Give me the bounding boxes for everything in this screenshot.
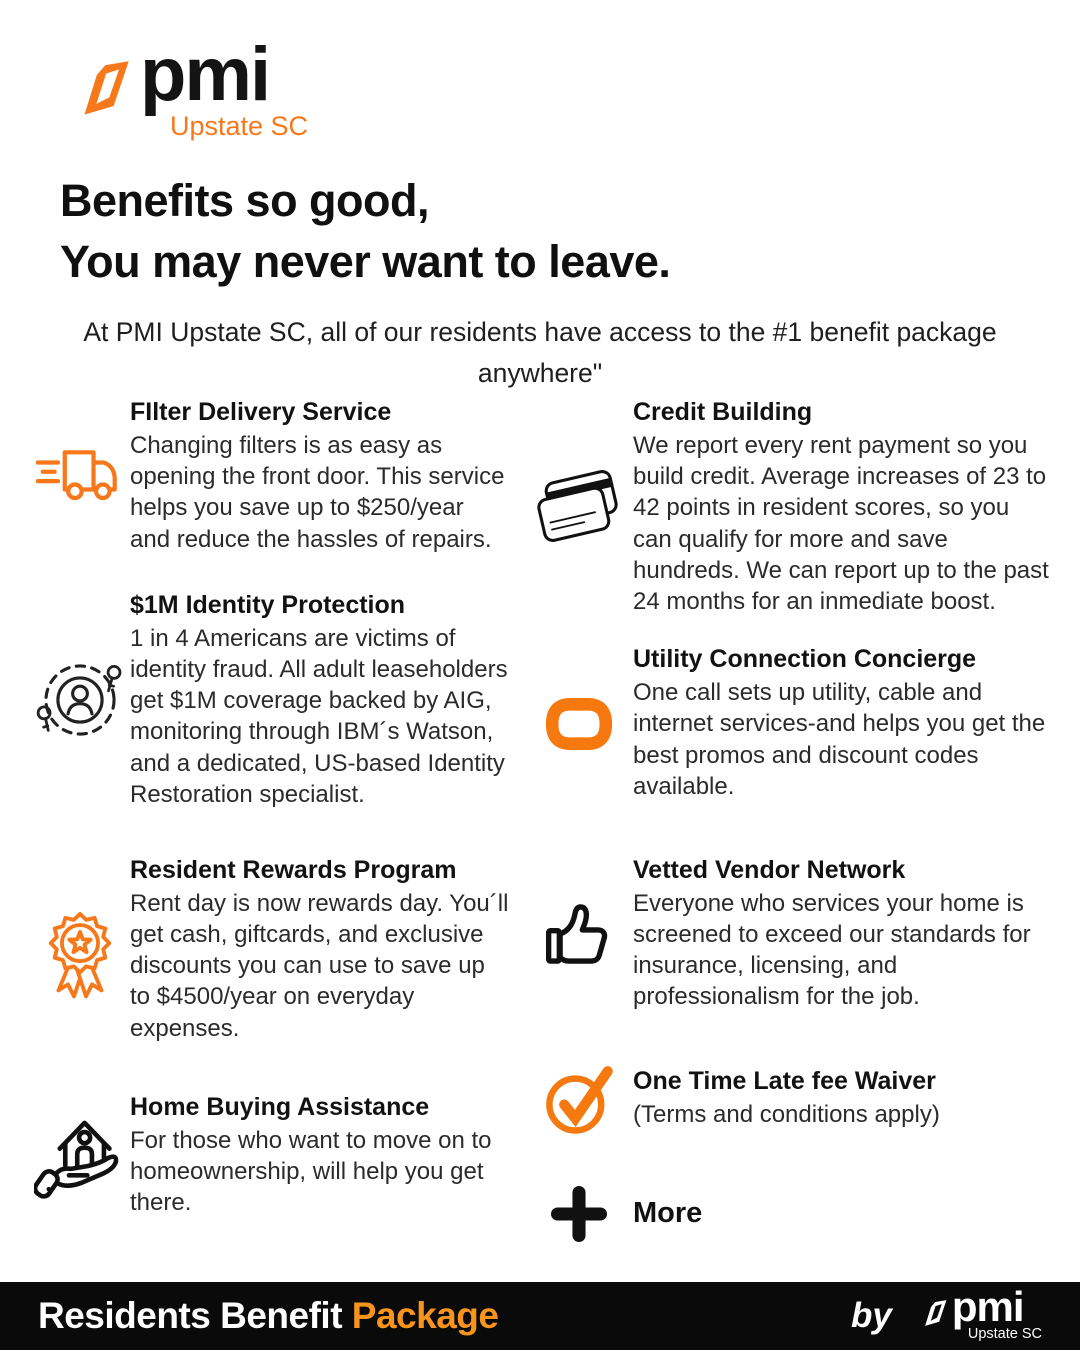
benefits-column-left [30, 398, 510, 1242]
footer-logo-name: pmi [951, 1282, 1024, 1330]
benefit-home-buying [30, 1093, 510, 1219]
identity-keys-icon [30, 654, 130, 746]
footer-byline [850, 1282, 1042, 1343]
footer-pmi-logo [922, 1282, 1042, 1343]
benefit-title: Utility Connection Concierge [633, 645, 977, 674]
benefit-resident-rewards [30, 856, 510, 1044]
benefit-title: $1M Identity Protection [130, 590, 406, 619]
benefit-title: FIlter Delivery Service [130, 398, 392, 426]
benefit-body: 1 in 4 Americans are victims of identity fraud. All adult leaseholders get $1M coverage backed by AIG, monitoring through IBM´s Watson, and a dedicated, US-based Identity Restoration specialist. [130, 624, 508, 808]
benefit-body: For those who want to move on to homeownership, will help you get there. [130, 1126, 492, 1217]
benefit-body: Changing filters is as easy as opening the front door. This service helps you save up to $250/year and reduce the hassles of repairs. [130, 432, 505, 553]
pmi-logo [78, 32, 309, 142]
logo-subtitle: Upstate SC [170, 110, 309, 141]
footer-title-white: Residents Benefit [38, 1295, 352, 1336]
benefits-grid [30, 398, 1050, 1242]
benefit-title: Credit Building [633, 398, 813, 426]
headline-line1: Benefits so good, [60, 175, 430, 226]
benefit-body: (Terms and conditions apply) [633, 1101, 940, 1129]
footer-bar [0, 1282, 1080, 1350]
benefit-body: One call sets up utility, cable and internet services-and helps you get the best promos and discount codes available. [633, 679, 1046, 800]
benefit-more [525, 1186, 1050, 1242]
pmi-logo-mark-icon [78, 46, 132, 138]
benefit-late-fee-waiver [525, 1062, 1050, 1136]
footer-title [38, 1295, 498, 1337]
credit-card-icon [525, 464, 633, 552]
benefit-title: More [633, 1197, 703, 1230]
headline [60, 170, 670, 292]
award-badge-icon [30, 898, 130, 1002]
subtitle: At PMI Upstate SC, all of our residents have access to the #1 benefit package anywhere" [83, 317, 997, 389]
benefit-title: Home Buying Assistance [130, 1092, 430, 1121]
benefit-credit-building [525, 398, 1050, 617]
home-in-hand-icon [30, 1110, 130, 1202]
benefit-body: Rent day is now rewards day. You´ll get cash, giftcards, and exclusive discounts you can use to save up to $4500/year on everyday expenses. [130, 889, 509, 1042]
benefit-vetted-vendors [525, 856, 1050, 1013]
pmi-logo-mark-icon [922, 1292, 948, 1338]
plus-icon [525, 1186, 633, 1242]
benefit-title: Vetted Vendor Network [633, 855, 906, 884]
benefit-body: Everyone who services your home is screened to exceed our standards for insurance, licensing, and professionalism for the job. [633, 889, 1031, 1011]
footer-logo-subtitle: Upstate SC [967, 1326, 1042, 1343]
footer-title-orange: Package [351, 1295, 499, 1336]
benefit-utility-concierge [525, 645, 1050, 802]
delivery-truck-icon [30, 445, 130, 507]
benefit-identity-protection [30, 591, 510, 810]
check-circle-icon [525, 1062, 633, 1136]
logo-name: pmi [140, 32, 270, 117]
chain-link-icon [525, 690, 633, 758]
headline-line2: You may never want to leave. [60, 236, 671, 288]
benefit-title: Resident Rewards Program [130, 855, 457, 884]
footer-by-text: by [850, 1296, 892, 1335]
benefit-title: One Time Late fee Waiver [633, 1067, 936, 1096]
benefit-filter-delivery [30, 398, 510, 555]
benefits-column-right [525, 398, 1050, 1242]
benefit-body: We report every rent payment so you build credit. Average increases of 23 to 42 points in resident scores, so you can qualify for more and save hundreds. We can report up to the past 24 months for an inmediate boost. [633, 432, 1049, 615]
thumbs-up-icon [525, 893, 633, 975]
